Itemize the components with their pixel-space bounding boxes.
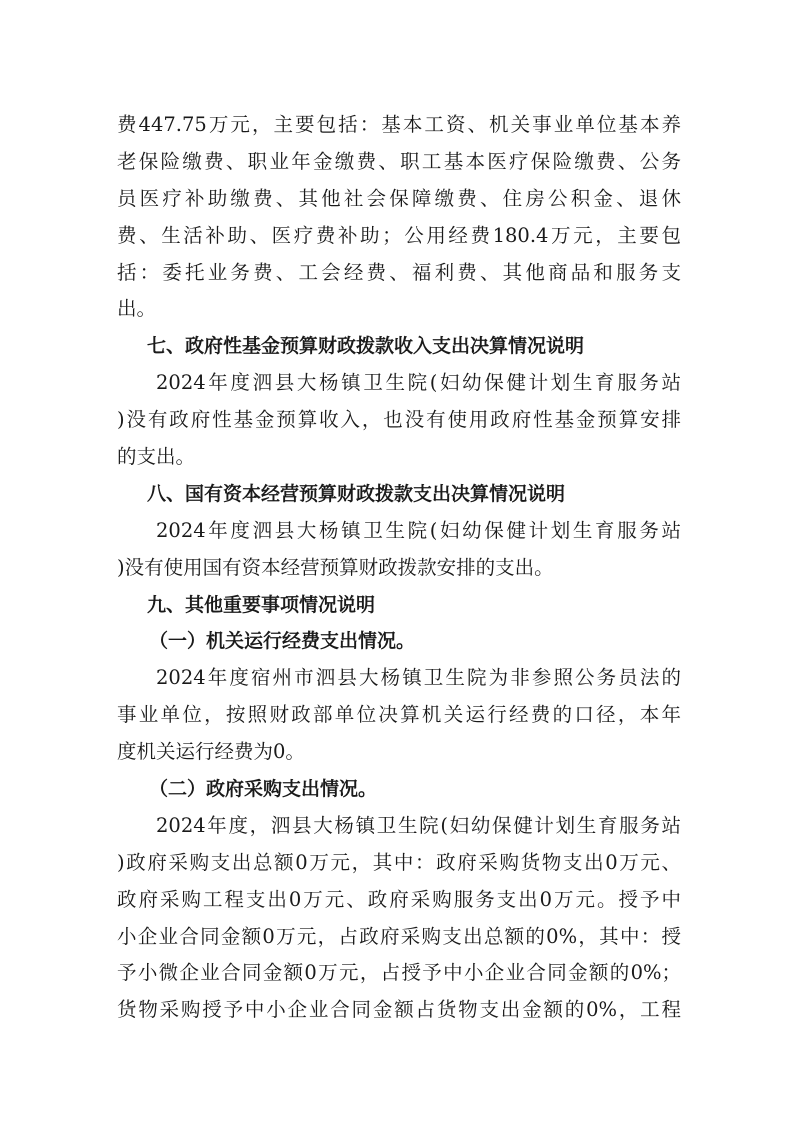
paragraph-operating-expenses [117, 660, 681, 771]
text-line: 费447.75万元，主要包括：基本工资、机关事业单位基本养 [117, 113, 681, 136]
text-line: 2024年度宿州市泗县大杨镇卫生院为非参照公务员法的 [156, 666, 681, 690]
section-heading-8: 八、国有资本经营预算财政拨款支出决算情况说明 [147, 482, 566, 505]
text-line: 事业单位，按照财政部单位决算机关运行经费的口径，本年 [117, 703, 681, 727]
text-line: 予小微企业合同金额0万元，占授予中小企业合同金额的0%； [117, 961, 681, 985]
text-line: )没有政府性基金预算收入，也没有使用政府性基金预算安排 [117, 408, 681, 432]
text-line: 2024年度泗县大杨镇卫生院(妇幼保健计划生育服务站 [156, 518, 681, 542]
text-line: 度机关运行经费为0。 [117, 740, 305, 764]
subsection-heading-operating-expenses: （一）机关运行经费支出情况。 [149, 630, 416, 653]
text-line: 费、生活补助、医疗费补助；公用经费180.4万元，主要包 [117, 223, 681, 247]
text-line: 出。 [117, 297, 157, 321]
text-line: 2024年度泗县大杨镇卫生院(妇幼保健计划生育服务站 [156, 371, 681, 395]
text-line: )没有使用国有资本经营预算财政拨款安排的支出。 [117, 555, 554, 579]
paragraph-personnel-expenses [117, 107, 681, 328]
paragraph-procurement [117, 808, 681, 1029]
document-page [117, 107, 681, 1029]
text-line: 员医疗补助缴费、其他社会保障缴费、住房公积金、退休 [117, 186, 681, 210]
text-line: 括：委托业务费、工会经费、福利费、其他商品和服务支 [117, 260, 681, 284]
text-line: 货物采购授予中小企业合同金额占货物支出金额的0%，工程 [117, 998, 681, 1022]
subsection-heading-procurement: （二）政府采购支出情况。 [149, 778, 378, 801]
text-line: 2024年度，泗县大杨镇卫生院(妇幼保健计划生育服务站 [156, 813, 681, 837]
section-heading-7: 七、政府性基金预算财政拨款收入支出决算情况说明 [147, 335, 585, 358]
section-heading-9: 九、其他重要事项情况说明 [147, 593, 376, 616]
text-line: 老保险缴费、职业年金缴费、职工基本医疗保险缴费、公务 [117, 149, 681, 173]
text-line: 的支出。 [117, 445, 196, 469]
paragraph-government-fund [117, 365, 681, 476]
text-line: 政府采购工程支出0万元、政府采购服务支出0万元。授予中 [117, 887, 681, 911]
text-line: )政府采购支出总额0万元，其中：政府采购货物支出0万元、 [117, 850, 681, 874]
text-line: 小企业合同金额0万元，占政府采购支出总额的0%，其中：授 [117, 924, 681, 948]
paragraph-state-capital [117, 513, 681, 587]
